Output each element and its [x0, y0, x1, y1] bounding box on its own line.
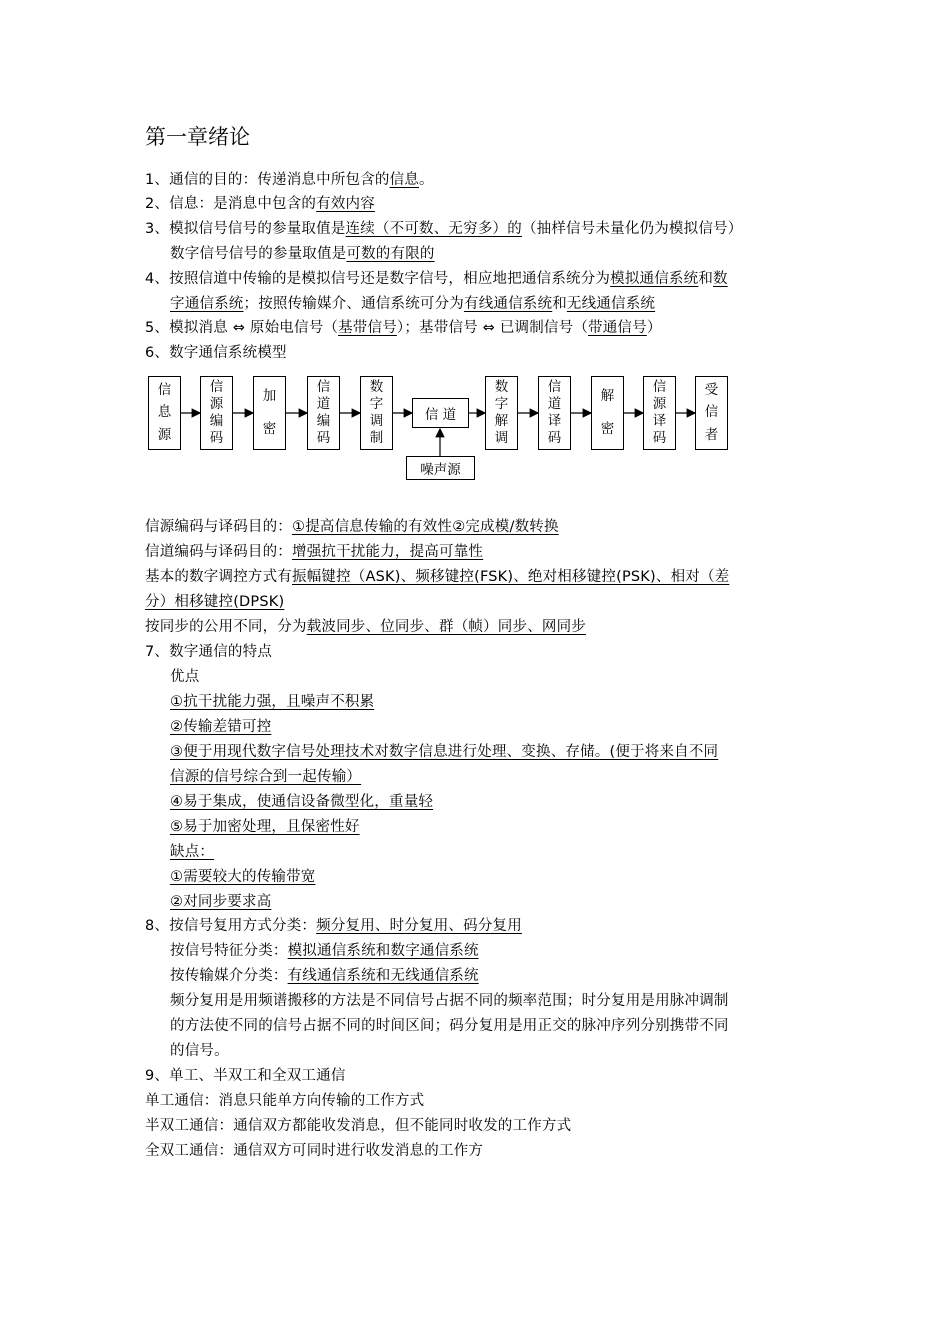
text-line — [170, 1016, 729, 1036]
underlined-text: ⑤易于加密处理，且保密性好 — [170, 819, 360, 835]
underlined-text: ③便于用现代数字信号处理技术对数字信息进行处理、变换、存储。(便于将来自不同 — [170, 744, 719, 760]
underlined-text: 模拟通信系统 — [610, 271, 699, 287]
text-segment: 按传输媒介分类： — [170, 968, 288, 984]
underlined-text: 振幅键控（ASK)、频移键控(FSK)、绝对相移键控(PSK)、相对（差 — [292, 569, 730, 585]
block-char: 解 — [494, 413, 509, 429]
text-segment: 8、按信号复用方式分类： — [145, 918, 317, 934]
underlined-text: 数 — [713, 271, 728, 287]
block-char: 密 — [600, 421, 615, 437]
text-segment: 9、单工、半双工和全双工通信 — [145, 1068, 346, 1084]
block-char: 码 — [316, 430, 331, 446]
text-line — [145, 592, 284, 612]
underlined-text: 基带信号 — [338, 320, 397, 336]
text-line — [145, 1091, 424, 1111]
underlined-text: 有效内容 — [316, 196, 375, 212]
text-segment: 和 — [552, 296, 567, 312]
text-segment: （抽样信号未量化仍为模拟信号） — [521, 221, 743, 237]
text-line — [170, 1041, 229, 1061]
text-line — [170, 892, 271, 912]
text-segment: ；按照传输媒介、通信系统可分为 — [243, 296, 464, 312]
block-char: 源 — [652, 396, 667, 412]
underlined-text: 信源的信号综合到一起传输） — [170, 769, 362, 785]
block-char: 道 — [547, 396, 562, 412]
underlined-text: ②传输差错可控 — [170, 719, 272, 735]
underlined-text: 可数的有限的 — [346, 246, 435, 262]
underlined-text: ①提高信息传输的有效性②完成模/数转换 — [292, 519, 559, 535]
text-segment: 按信号特征分类： — [170, 943, 288, 959]
text-segment: 5、模拟消息 ⇔ 原始电信号（ — [145, 320, 339, 336]
text-line — [170, 717, 271, 737]
text-line — [145, 517, 559, 537]
text-segment: 频分复用是用频谱搬移的方法是不同信号占据不同的频率范围；时分复用是用脉冲调制 — [170, 993, 729, 1009]
text-line — [170, 842, 214, 862]
text-segment: 的方法使不同的信号占据不同的时间区间；码分复用是用正交的脉冲序列分别携带不同 — [170, 1018, 729, 1034]
block-char: 信 — [652, 379, 667, 395]
underlined-text: 带通信号 — [588, 320, 647, 336]
text-line — [170, 792, 433, 812]
underlined-text: 频分复用、时分复用、码分复用 — [316, 918, 522, 934]
underlined-text: 分）相移键控(DPSK) — [145, 594, 285, 610]
text-line — [170, 991, 729, 1011]
underlined-text: 增强抗干扰能力，提高可靠性 — [292, 544, 484, 560]
block-char: 解 — [600, 388, 615, 404]
block-char: 字 — [369, 396, 384, 412]
underlined-text: 无线通信系统 — [566, 296, 656, 312]
text-segment: 按同步的公用不同，分为 — [145, 619, 307, 635]
text-segment: 信源编码与译码目的： — [145, 519, 292, 535]
text-segment: 4、按照信道中传输的是模拟信号还是数字信号，相应地把通信系统分为 — [145, 271, 611, 287]
underlined-text: 字通信系统 — [170, 296, 244, 312]
diagram-arrows — [0, 0, 950, 500]
block-char: 调 — [494, 430, 509, 446]
block-char: 密 — [262, 421, 277, 437]
text-segment: 7、数字通信的特点 — [145, 644, 273, 660]
text-segment: ）；基带信号 ⇔ 已调制信号（ — [396, 320, 589, 336]
underlined-text: ①需要较大的传输带宽 — [170, 869, 316, 885]
block-char: 数 — [369, 379, 384, 395]
text-segment: 1、通信的目的：传递消息中所包含的 — [145, 172, 390, 188]
underlined-text: ④易于集成，使通信设备微型化，重量轻 — [170, 794, 434, 810]
block-char: 信 — [209, 379, 224, 395]
text-line — [145, 542, 483, 562]
block-char: 加 — [262, 388, 277, 404]
text-line — [170, 692, 374, 712]
block-char: 道 — [316, 396, 331, 412]
text-segment: 全双工通信：通信双方可同时进行收发消息的工作方 — [145, 1143, 484, 1159]
block-char: 制 — [369, 430, 384, 446]
text-line — [145, 1141, 483, 1161]
underlined-text: 连续（不可数、无穷多）的 — [345, 221, 522, 237]
block-char: 数 — [494, 379, 509, 395]
underlined-text: 模拟通信系统和数字通信系统 — [287, 943, 479, 959]
text-line — [145, 916, 522, 936]
text-segment: ） — [646, 320, 662, 336]
underlined-text: 信息 — [389, 172, 420, 188]
text-line — [170, 966, 479, 986]
text-segment: 的信号。 — [170, 1043, 229, 1059]
text-segment: 基本的数字调控方式有 — [145, 569, 292, 585]
channel-block: 信 道 — [412, 398, 469, 428]
text-segment: 单工通信：消息只能单方向传输的工作方式 — [145, 1093, 425, 1109]
block-char: 息 — [157, 404, 172, 421]
block-char: 码 — [209, 430, 224, 446]
block-char: 译 — [652, 413, 667, 429]
block-char: 译 — [547, 413, 562, 429]
text-segment: 。 — [419, 172, 434, 188]
block-char: 码 — [547, 430, 562, 446]
text-line — [170, 742, 718, 762]
block-char: 信 — [316, 379, 331, 395]
text-line — [145, 642, 272, 662]
block-char: 编 — [209, 413, 224, 429]
text-line — [170, 667, 199, 687]
block-char: 受 — [704, 381, 719, 398]
text-segment: 半双工通信：通信双方都能收发消息，但不能同时收发的工作方式 — [145, 1118, 572, 1134]
block-char: 码 — [652, 430, 667, 446]
text-line — [170, 767, 361, 787]
text-segment: 信道编码与译码目的： — [145, 544, 292, 560]
text-line — [145, 567, 729, 587]
block-char: 者 — [704, 427, 719, 444]
block-char: 调 — [369, 413, 384, 429]
underlined-text: 缺点： — [170, 844, 215, 860]
block-char: 源 — [157, 427, 172, 444]
text-line — [170, 941, 479, 961]
underlined-text: 有线通信系统 — [464, 296, 553, 312]
block-char: 信 — [547, 379, 562, 395]
block-char: 信 — [157, 381, 172, 398]
text-segment: 数字信号信号的参量取值是 — [170, 246, 347, 262]
text-segment: 优点 — [170, 669, 200, 685]
noise-source-block: 噪声源 — [406, 456, 475, 480]
underlined-text: ①抗干扰能力强，且噪声不积累 — [170, 694, 375, 710]
underlined-text: 有线通信系统和无线通信系统 — [287, 968, 479, 984]
block-char: 源 — [209, 396, 224, 412]
text-line — [170, 867, 316, 887]
text-line — [145, 1066, 346, 1086]
underlined-text: 载波同步、位同步、群（帧）同步、网同步 — [306, 619, 587, 635]
page-title: 第一章绪论 — [145, 125, 250, 149]
text-segment: 6、数字通信系统模型 — [145, 345, 287, 361]
block-char: 信 — [704, 404, 719, 421]
text-segment: 3、模拟信号信号的参量取值是 — [145, 221, 346, 237]
block-char: 编 — [316, 413, 331, 429]
block-char: 字 — [494, 396, 509, 412]
underlined-text: ②对同步要求高 — [170, 894, 272, 910]
text-line — [170, 817, 360, 837]
text-segment: 和 — [698, 271, 714, 287]
text-line — [145, 1116, 571, 1136]
text-segment: 2、信息：是消息中包含的 — [145, 196, 317, 212]
text-line — [145, 617, 586, 637]
